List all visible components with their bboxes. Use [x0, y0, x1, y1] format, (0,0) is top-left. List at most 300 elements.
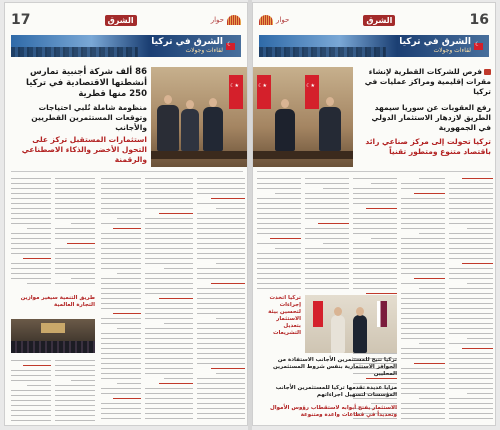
text-line [55, 392, 95, 396]
text-line [145, 245, 193, 249]
text-line [11, 260, 51, 264]
text-line [401, 375, 445, 379]
headline-main-text: فرص للشركات القطرية لإنشاء مقرات إقليمية ومراكز عمليات في تركيا [364, 67, 491, 96]
text-line [353, 380, 397, 384]
text-line [257, 285, 301, 289]
text-line [449, 385, 493, 389]
text-line [11, 275, 51, 279]
text-line [305, 225, 349, 229]
text-line [449, 355, 493, 359]
text-line [449, 270, 493, 274]
text-line [101, 365, 141, 369]
text-line [401, 325, 445, 329]
text-line [449, 195, 493, 199]
text-line [197, 235, 245, 239]
page-number: 16 [469, 12, 489, 28]
text-line [145, 260, 193, 264]
right-page [252, 2, 496, 426]
text-line [449, 370, 493, 374]
headline-secondary: منظومة شاملة تُلبي احتياجات وتوقعات المستثمرين القطريين والأجانب [31, 103, 147, 132]
text-line [353, 270, 397, 274]
text-line [401, 320, 445, 324]
text-line [27, 225, 51, 229]
text-line [353, 260, 397, 264]
text-line [449, 415, 493, 419]
text-line [11, 412, 51, 416]
text-line [197, 190, 245, 194]
banner-title: الشرق في تركيا [399, 37, 471, 47]
text-line [145, 230, 193, 234]
text-line [197, 300, 245, 304]
text-line [113, 310, 141, 314]
left-page [4, 2, 248, 426]
text-line [101, 245, 141, 249]
text-line [101, 255, 141, 259]
text-line [117, 270, 141, 274]
text-line [145, 285, 193, 289]
text-line [145, 185, 193, 189]
text-line [257, 265, 301, 269]
text-line [145, 290, 193, 294]
banner-subtitle: لقاءات وجولات [185, 47, 223, 54]
text-line [145, 180, 193, 184]
text-line [449, 330, 493, 334]
text-line [145, 240, 193, 244]
text-line [145, 410, 193, 414]
text-line [257, 220, 301, 224]
text-line [401, 370, 445, 374]
text-line [11, 210, 51, 214]
text-line [257, 275, 301, 279]
text-line [401, 250, 445, 254]
text-line [117, 380, 141, 384]
text-column [401, 175, 445, 423]
text-line [55, 245, 95, 249]
mid-headline: تركيا اتخذت إجراءات لتحسين بيئة الاستثمار بتعديل التشريعات [268, 295, 301, 336]
text-line [11, 402, 51, 406]
text-column [257, 175, 301, 293]
text-line [71, 377, 95, 381]
text-line [257, 210, 301, 214]
text-line [449, 295, 493, 299]
text-line [401, 335, 445, 339]
text-line [145, 175, 193, 179]
text-line [366, 290, 397, 294]
text-line [197, 210, 245, 214]
text-line [449, 400, 493, 404]
text-line [55, 362, 95, 366]
text-line [449, 275, 493, 279]
text-line [145, 335, 193, 339]
text-line [371, 400, 397, 404]
turkish-flag-icon [226, 43, 235, 50]
text-line [11, 357, 51, 361]
text-line [197, 220, 245, 224]
text-line [449, 190, 493, 194]
text-line [197, 375, 245, 379]
text-line [401, 410, 445, 414]
text-line [11, 215, 51, 219]
text-line [305, 205, 349, 209]
text-line [353, 220, 397, 224]
headline-main [357, 67, 491, 97]
meeting-photo-left [151, 67, 248, 167]
text-line [101, 315, 141, 319]
text-line [145, 215, 193, 219]
text-line [371, 180, 397, 184]
text-line [159, 295, 193, 299]
text-line [145, 195, 193, 199]
text-line [401, 265, 445, 269]
text-line [401, 245, 445, 249]
text-line [55, 180, 95, 184]
text-line [101, 285, 141, 289]
text-line [197, 215, 245, 219]
text-line [197, 355, 245, 359]
text-line [145, 365, 193, 369]
text-line [449, 265, 493, 269]
text-line [353, 200, 397, 204]
text-line [401, 180, 445, 184]
text-line [449, 325, 493, 329]
text-line [401, 405, 445, 409]
text-column [449, 175, 493, 423]
text-line [11, 220, 51, 224]
text-line [449, 320, 493, 324]
text-line [197, 275, 245, 279]
text-line [353, 210, 397, 214]
text-line [11, 372, 51, 376]
text-line [55, 397, 95, 401]
text-line [145, 390, 193, 394]
text-line [197, 310, 245, 314]
text-line [101, 180, 141, 184]
text-line [305, 260, 349, 264]
text-line [11, 270, 51, 274]
text-line [197, 285, 245, 289]
text-line [11, 205, 51, 209]
text-line [401, 215, 445, 219]
section-tag [259, 15, 289, 25]
text-line [11, 245, 51, 249]
text-line [305, 255, 349, 259]
text-line [305, 175, 349, 179]
text-line [145, 300, 193, 304]
text-line [197, 230, 245, 234]
text-line [449, 220, 493, 224]
text-line [55, 417, 95, 421]
text-line [449, 205, 493, 209]
text-column [55, 357, 95, 423]
text-line [145, 280, 193, 284]
text-line [401, 225, 445, 229]
text-line [101, 275, 141, 279]
text-line [197, 255, 245, 259]
text-line [401, 415, 445, 419]
headline-red: استثمارات المستقبل تركز على التحول الأخضر والذكاء الاصطناعي والرقمنة [21, 135, 147, 164]
text-line [419, 175, 445, 179]
text-column [197, 175, 245, 423]
text-line [197, 390, 245, 394]
text-line [401, 310, 445, 314]
text-line [101, 210, 141, 214]
text-line [55, 175, 95, 179]
text-line [257, 230, 301, 234]
text-line [211, 365, 245, 369]
skyline-graphic [259, 47, 386, 57]
text-line [257, 255, 301, 259]
text-line [197, 250, 245, 254]
text-line [449, 375, 493, 379]
text-line [145, 275, 193, 279]
text-line [401, 280, 445, 284]
box-headline: طريق التنمية سيغير موازين التجارة العالمية [20, 295, 95, 308]
text-line [449, 310, 493, 314]
text-line [101, 290, 141, 294]
text-line [197, 295, 245, 299]
text-line [113, 225, 141, 229]
text-line [145, 415, 193, 419]
text-line [257, 280, 301, 284]
text-line [305, 180, 349, 184]
text-line [216, 370, 245, 374]
text-line [401, 235, 445, 239]
text-line [55, 195, 95, 199]
text-line [197, 185, 245, 189]
text-line [55, 210, 95, 214]
text-line [101, 235, 141, 239]
text-line [449, 315, 493, 319]
text-line [305, 235, 349, 239]
text-line [305, 245, 349, 249]
text-line [101, 220, 141, 224]
headline-red: تركيا تحولت إلى مركز صناعي رائد باقتصاد متنوع ومتطور تقنياً [365, 137, 491, 156]
text-line [197, 320, 245, 324]
text-line [55, 185, 95, 189]
text-line [353, 175, 397, 179]
text-line [55, 402, 95, 406]
text-line [197, 345, 245, 349]
text-line [353, 285, 397, 289]
divider [257, 171, 491, 172]
text-line [211, 195, 245, 199]
text-line [401, 290, 445, 294]
text-line [101, 320, 141, 324]
text-line [449, 215, 493, 219]
section-tag [211, 15, 241, 25]
text-line [275, 190, 301, 194]
text-line [257, 240, 301, 244]
text-line [101, 230, 141, 234]
text-line [353, 275, 397, 279]
text-line [55, 200, 95, 204]
text-column [305, 175, 349, 293]
text-line [55, 407, 95, 411]
text-line [145, 250, 193, 254]
headline-main: 86 ألف شركة أجنبية تمارس أنشطتها الاقتصادية في تركيا 250 منها قطرية [26, 67, 147, 99]
page-number: 17 [11, 12, 31, 28]
text-line [197, 400, 245, 404]
text-column [55, 175, 95, 285]
text-line [401, 185, 445, 189]
text-line [401, 255, 445, 259]
text-line [318, 220, 349, 224]
text-line [257, 195, 301, 199]
text-line [257, 225, 301, 229]
text-line [145, 310, 193, 314]
text-line [401, 205, 445, 209]
text-line [55, 190, 95, 194]
text-line [449, 185, 493, 189]
text-line [449, 240, 493, 244]
text-line [55, 382, 95, 386]
text-line [101, 185, 141, 189]
text-line [449, 350, 493, 354]
text-line [145, 395, 193, 399]
text-line [197, 360, 245, 364]
text-line [55, 205, 95, 209]
text-line [257, 185, 301, 189]
text-line [23, 362, 51, 366]
text-line [462, 175, 493, 179]
text-line [197, 380, 245, 384]
text-line [117, 325, 141, 329]
text-line [305, 200, 349, 204]
text-line [145, 190, 193, 194]
text-line [257, 200, 301, 204]
text-line [462, 345, 493, 349]
bilateral-meeting-photo [305, 295, 397, 353]
text-line [55, 265, 95, 269]
text-line [305, 215, 349, 219]
brand-logo: الشرق [363, 15, 395, 26]
text-line [145, 385, 193, 389]
text-line [401, 365, 445, 369]
text-line [145, 255, 193, 259]
text-line [257, 205, 301, 209]
text-line [305, 190, 349, 194]
text-line [27, 280, 51, 284]
sun-logo-icon [259, 15, 273, 25]
text-line [449, 245, 493, 249]
text-line [145, 315, 193, 319]
text-line [145, 340, 193, 344]
text-line [101, 300, 141, 304]
text-line [55, 412, 95, 416]
text-line [197, 395, 245, 399]
text-line [197, 200, 245, 204]
text-line [101, 360, 141, 364]
text-line [145, 305, 193, 309]
text-line [401, 400, 445, 404]
banner-title: الشرق في تركيا [151, 37, 223, 47]
text-line [401, 270, 445, 274]
text-line [353, 250, 397, 254]
text-line [449, 290, 493, 294]
text-line [353, 185, 397, 189]
text-line [401, 390, 445, 394]
text-line [11, 230, 51, 234]
text-line [164, 320, 193, 324]
text-line [449, 180, 493, 184]
text-line [145, 355, 193, 359]
text-line [401, 330, 445, 334]
banner-text [399, 38, 471, 54]
text-line [145, 350, 193, 354]
text-line [11, 175, 51, 179]
text-line [101, 305, 141, 309]
text-line [101, 375, 141, 379]
text-line [197, 385, 245, 389]
text-line [197, 330, 245, 334]
text-line [101, 350, 141, 354]
text-line [216, 315, 245, 319]
text-line [257, 260, 301, 264]
text-line [305, 250, 349, 254]
text-line [197, 325, 245, 329]
text-line [305, 210, 349, 214]
text-line [401, 260, 445, 264]
text-line [145, 330, 193, 334]
text-line [159, 380, 193, 384]
text-line [11, 367, 51, 371]
text-line [101, 370, 141, 374]
text-line [197, 270, 245, 274]
text-line [101, 335, 141, 339]
text-line [197, 175, 245, 179]
lower-headline-3: الاستثمار يفتح أبوابه لاستقطاب رؤوس الأموال وتحديداً في قطاعات واعدة ومتنوعة [269, 405, 397, 418]
text-line [145, 225, 193, 229]
text-line [55, 215, 95, 219]
text-line [101, 250, 141, 254]
text-line [145, 205, 193, 209]
skyline-graphic [11, 47, 138, 57]
text-line [11, 265, 51, 269]
text-line [401, 350, 445, 354]
text-line [164, 375, 193, 379]
text-line [27, 382, 51, 386]
text-line [401, 385, 445, 389]
text-line [449, 200, 493, 204]
text-line [101, 260, 141, 264]
text-line [257, 180, 301, 184]
text-column [145, 175, 193, 423]
text-line [401, 345, 445, 349]
text-line [197, 305, 245, 309]
text-line [11, 392, 51, 396]
text-line [101, 205, 141, 209]
text-line [401, 295, 445, 299]
text-line [23, 255, 51, 259]
text-line [55, 367, 95, 371]
text-line [55, 260, 95, 264]
text-line [353, 190, 397, 194]
text-line [101, 330, 141, 334]
text-line [197, 335, 245, 339]
text-line [101, 340, 141, 344]
text-line [305, 195, 349, 199]
text-line [401, 220, 445, 224]
text-line [55, 255, 95, 259]
text-line [257, 270, 301, 274]
text-line [55, 357, 95, 361]
text-line [55, 250, 95, 254]
text-line [449, 365, 493, 369]
text-line [11, 240, 51, 244]
text-line [449, 300, 493, 304]
text-line [414, 190, 445, 194]
text-line [462, 260, 493, 264]
